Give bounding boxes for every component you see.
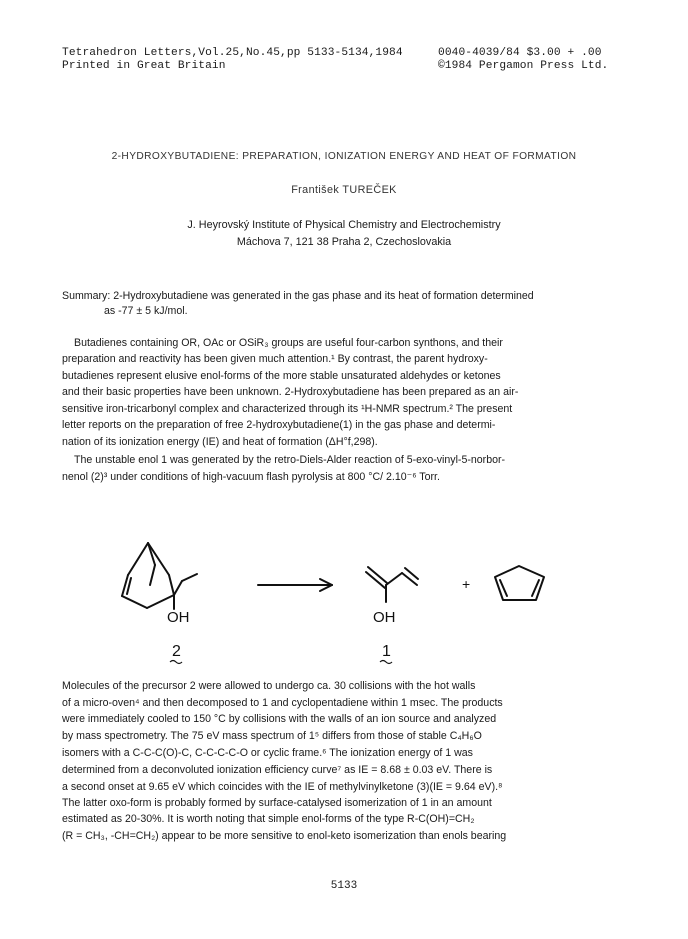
copyright: ©1984 Pergamon Press Ltd. (438, 60, 609, 72)
text-line: sensitive iron-tricarbonyl complex and characterized through its ¹H-NMR spectrum.² The present (62, 403, 513, 415)
text-line: a second onset at 9.65 eV which coincides with the IE of methylvinylketone (3)(IE = 9.64 eV).⁸ (62, 781, 503, 793)
text-line: Molecules of the precursor 2 were allowed to undergo ca. 30 collisions with the hot walls (62, 680, 476, 692)
affiliation-line1: J. Heyrovský Institute of Physical Chemistry and Electrochemistry (187, 219, 501, 231)
text-line: isomers with a C-C-C(O)-C, C-C-C-C-O or cyclic frame.⁶ The ionization energy of 1 was (62, 747, 473, 759)
text-line: nenol (2)³ under conditions of high-vacuum flash pyrolysis at 800 °C/ 2.10⁻⁶ Torr. (62, 471, 440, 483)
norbornenol-structure (122, 543, 197, 609)
bold-underline-mark (170, 661, 182, 664)
text-line: of a micro-oven⁴ and then decomposed to 1 and cyclopentadiene within 1 msec. The products (62, 697, 503, 709)
summary-line2: as -77 ± 5 kJ/mol. (104, 305, 188, 317)
hydroxyl-label-left: OH (167, 609, 190, 626)
hydroxybutadiene-structure (366, 567, 418, 602)
text-line: letter reports on the preparation of free 2-hydroxybutadiene(1) in the gas phase and determi- (62, 419, 496, 431)
text-line: The latter oxo-form is probably formed by surface-catalysed isomerization of 1 in an amount (62, 797, 492, 809)
text-line: The unstable enol 1 was generated by the retro-Diels-Alder reaction of 5-exo-vinyl-5-norbor- (74, 454, 506, 466)
article-title: 2-HYDROXYBUTADIENE: PREPARATION, IONIZATION ENERGY AND HEAT OF FORMATION (111, 151, 577, 162)
text-line: and their basic properties have been unknown. 2-Hydroxybutadiene has been prepared as an air- (62, 386, 519, 398)
bold-underline-mark (380, 661, 392, 664)
text-line: determined from a deconvoluted ionization efficiency curve⁷ as IE = 8.68 ± 0.03 eV. There is (62, 764, 493, 776)
text-line: nation of its ionization energy (IE) and heat of formation (ΔH°f,298). (62, 436, 378, 448)
price-code: 0040-4039/84 $3.00 + .00 (438, 47, 602, 59)
reaction-arrow (258, 579, 332, 591)
text-line: estimated as 20-30%. It is worth noting that simple enol-forms of the type R-C(OH)=CH₂ (62, 813, 475, 825)
reaction-scheme (0, 525, 688, 670)
summary-line1: Summary: 2-Hydroxybutadiene was generated in the gas phase and its heat of formation determined (62, 290, 534, 302)
compound-label-1: 1 (382, 643, 391, 660)
cyclopentadiene-structure (495, 566, 544, 600)
printed-in: Printed in Great Britain (62, 60, 226, 72)
text-line: were immediately cooled to 150 °C by collisions with the walls of an ion source and analyzed (62, 713, 497, 725)
affiliation-line2: Máchova 7, 121 38 Praha 2, Czechoslovakia (236, 236, 452, 248)
text-line: butadienes represent elusive enol-forms of the more stable unsaturated aldehydes or ketones (62, 370, 501, 382)
text-line: (R = CH₃, -CH=CH₂) appear to be more sensitive to enol-keto isomerization than enols bearing (62, 830, 507, 842)
hydroxyl-label-right: OH (373, 609, 396, 626)
text-line: preparation and reactivity has been given much attention.¹ By contrast, the parent hydroxy- (62, 353, 488, 365)
plus-sign: + (462, 576, 471, 592)
compound-label-2: 2 (172, 643, 181, 660)
text-line: Butadienes containing OR, OAc or OSiR₃ groups are useful four-carbon synthons, and their (74, 337, 503, 349)
text-line: by mass spectrometry. The 75 eV mass spectrum of 1⁵ differs from those of stable C₄H₆O (62, 730, 482, 742)
journal-citation: Tetrahedron Letters,Vol.25,No.45,pp 5133-5134,1984 (62, 47, 403, 59)
author: František TUREČEK (291, 184, 397, 196)
page-number: 5133 (330, 880, 358, 892)
